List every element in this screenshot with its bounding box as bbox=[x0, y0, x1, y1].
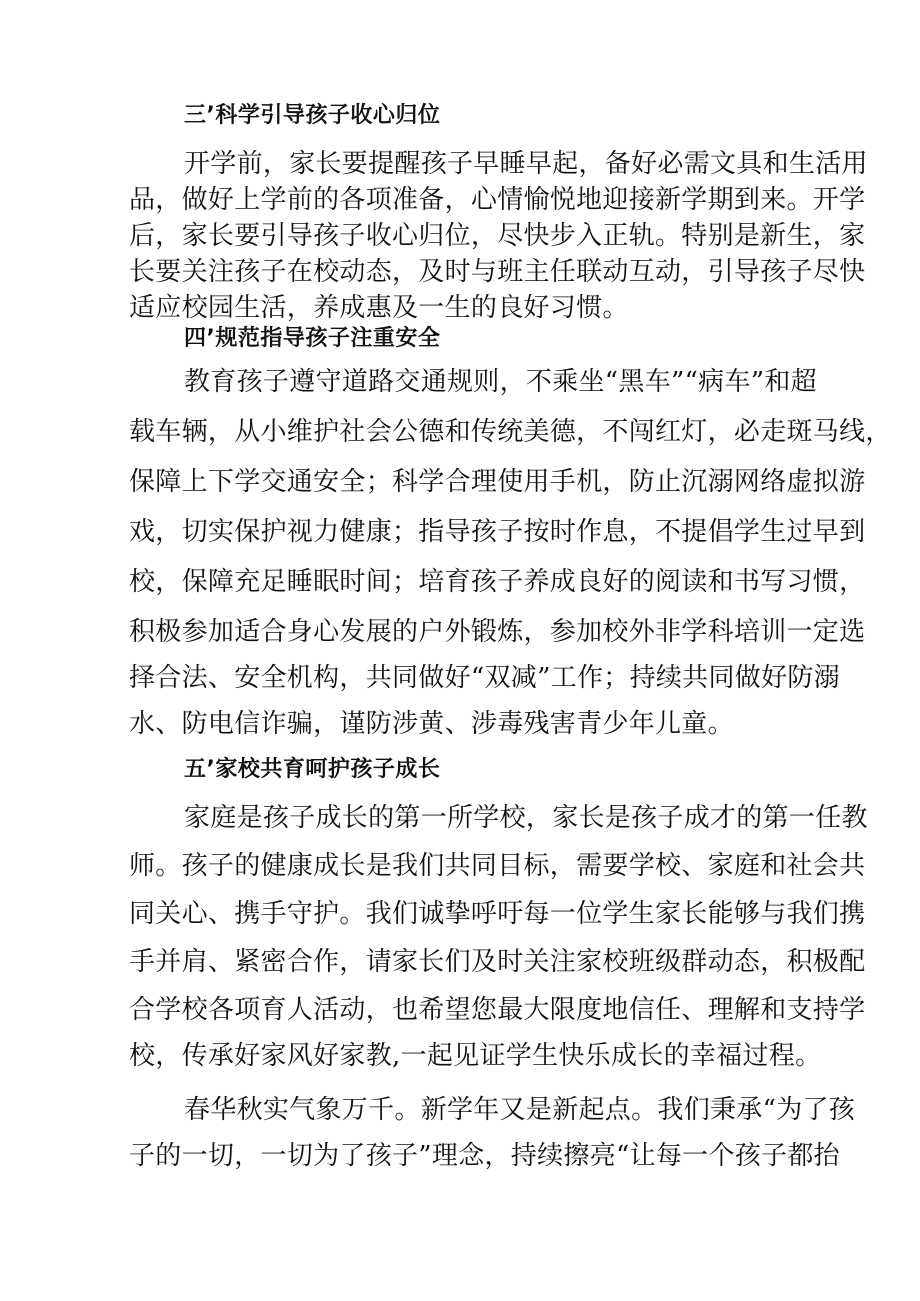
section-heading: 五’家校共育呵护孩子成长 bbox=[184, 757, 441, 782]
paragraph-line: 合学校各项育人活动，也希望您最大限度地信任、理解和支持学 bbox=[129, 995, 866, 1025]
paragraph-line: 家庭是孩子成长的第一所学校，家长是孩子成才的第一任教 bbox=[184, 803, 868, 833]
paragraph-line: 长要关注孩子在校动态，及时与班主任联动互动，引导孩子尽快 bbox=[129, 257, 866, 287]
paragraph-line: 戏，切实保护视力健康；指导孩子按时作息，不提倡学生过早到 bbox=[129, 517, 866, 547]
paragraph-line: 师。孩子的健康成长是我们共同目标，需要学校、家庭和社会共 bbox=[129, 851, 866, 881]
paragraph-line: 后，家长要引导孩子收心归位，尽快步入正轨。特别是新生，家 bbox=[129, 221, 866, 251]
paragraph-line: 保障上下学交通安全；科学合理使用手机，防止沉溺网络虚拟游 bbox=[129, 467, 866, 497]
paragraph-line: 适应校园生活，养成惠及一生的良好习惯。 bbox=[129, 293, 629, 323]
paragraph-line: 子的一切，一切为了孩子”理念，持续擦亮“让每一个孩子都抬 bbox=[129, 1141, 840, 1171]
paragraph-line: 品，做好上学前的各项准备，心情愉悦地迎接新学期到来。开学 bbox=[129, 185, 866, 215]
paragraph-line: 开学前，家长要提醒孩子早睡早起，备好必需文具和生活用 bbox=[184, 149, 868, 179]
paragraph-line: 水、防电信诈骗，谨防涉黄、涉毒残害青少年儿童。 bbox=[129, 709, 734, 739]
paragraph-line: 载车辆，从小维护社会公德和传统美德，不闯红灯，必走斑马线， bbox=[129, 417, 892, 447]
paragraph-line: 积极参加适合身心发展的户外锻炼，参加校外非学科培训一定选 bbox=[129, 617, 866, 647]
paragraph-line: 校，保障充足睡眠时间；培育孩子养成良好的阅读和书写习惯， bbox=[129, 567, 866, 597]
paragraph-line: 春华秋实气象万千。新学年又是新起点。我们秉承“为了孩 bbox=[184, 1095, 856, 1125]
section-heading: 四’规范指导孩子注重安全 bbox=[184, 326, 441, 351]
paragraph-line: 校，传承好家风好家教,一起见证学生快乐成长的幸福过程。 bbox=[129, 1041, 822, 1071]
paragraph-line: 同关心、携手守护。我们诚挚呼吁每一位学生家长能够与我们携 bbox=[129, 899, 866, 929]
paragraph-line: 择合法、安全机构，共同做好“双减”工作；持续共同做好防溺 bbox=[129, 663, 840, 693]
section-heading: 三’科学引导孩子收心归位 bbox=[184, 103, 441, 128]
paragraph-line: 教育孩子遵守道路交通规则，不乘坐“黑车”“病车”和超 bbox=[184, 367, 817, 397]
paragraph-line: 手并肩、紧密合作，请家长们及时关注家校班级群动态，积极配 bbox=[129, 947, 866, 977]
